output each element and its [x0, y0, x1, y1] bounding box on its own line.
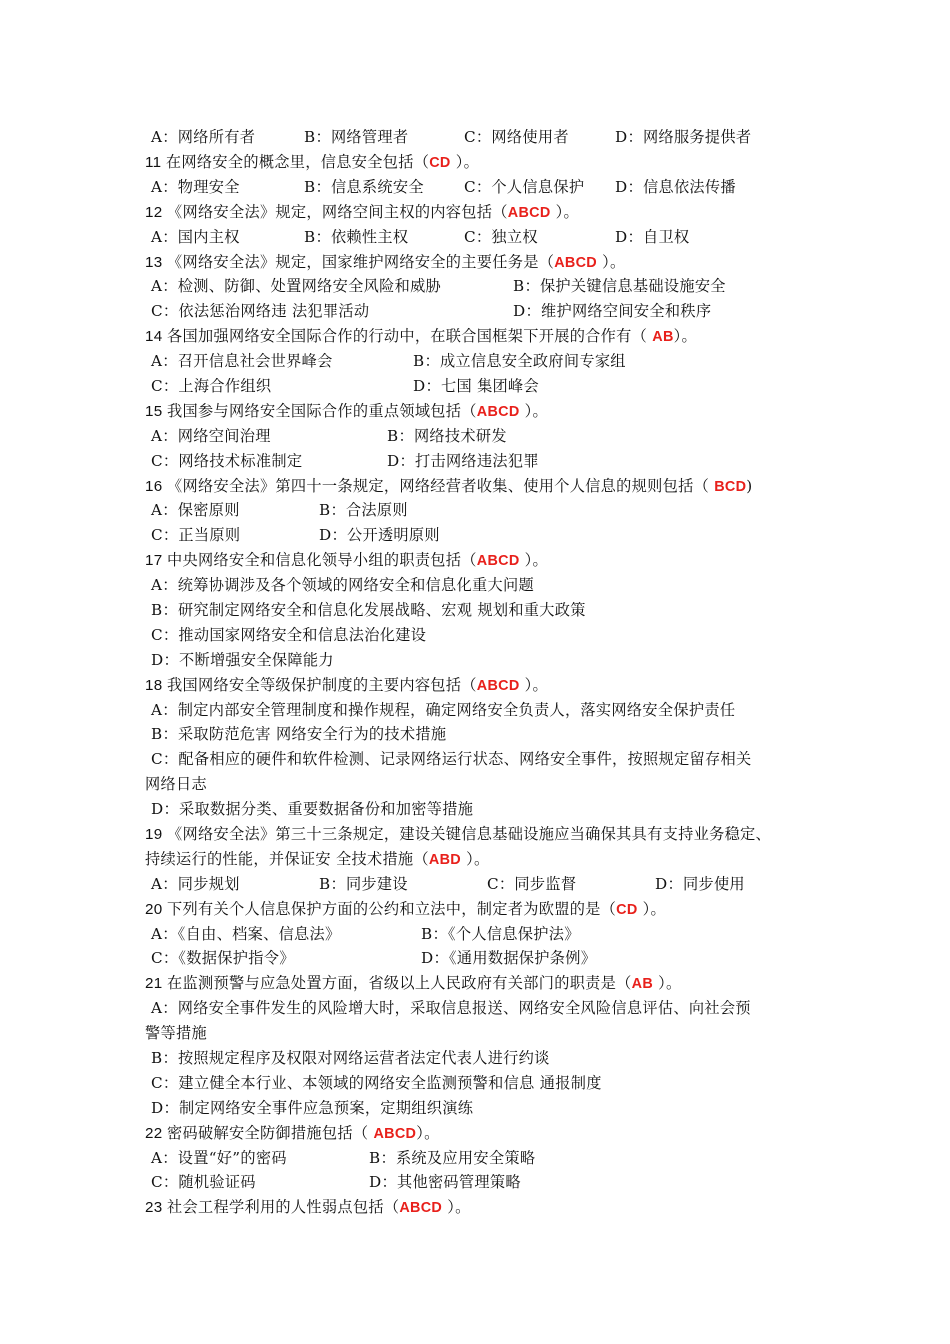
option-item: A：检测、防御、处置网络安全风险和威胁 [151, 277, 442, 295]
continuation-line: 网络日志 [145, 775, 207, 793]
option-row [151, 276, 831, 296]
question-suffix: ）。 [519, 676, 549, 694]
option-item: D：维护网络空间安全和秩序 [513, 302, 712, 320]
option-item: D：《通用数据保护条例》 [421, 949, 597, 967]
question-text: 社会工程学利用的人性弱点包括（ [167, 1198, 400, 1216]
question-suffix: ）。 [450, 153, 480, 171]
option-row [151, 575, 831, 595]
option-row [151, 1073, 831, 1093]
question-number: 18 [145, 677, 168, 694]
question-suffix: ）。 [653, 974, 682, 992]
continuation-line: 警等措施 [145, 1024, 207, 1042]
question-line [145, 476, 753, 497]
option-item: A：设置“好”的密码 [151, 1149, 287, 1167]
question-number: 17 [145, 552, 168, 569]
option-item: A：物理安全 [151, 178, 240, 196]
option-row [151, 525, 831, 545]
question-text: 《网络安全法》第三十三条规定，建设关键信息基础设施应当确保其具有支持业务稳定、 [167, 825, 772, 843]
question-text: 各国加强网络安全国际合作的行动中，在联合国框架下开展的合作有（ [167, 327, 653, 345]
option-item: C：同步监督 [487, 875, 577, 893]
option-item: A：召开信息社会世界峰会 [151, 352, 333, 370]
question-line [145, 152, 479, 173]
answer-key: ABCD [373, 1126, 417, 1142]
question-text: 中央网络安全和信息化领导小组的职责包括（ [167, 551, 477, 569]
question-text: 我国网络安全等级保护制度的主要内容包括（ [167, 676, 477, 694]
option-item: C：正当原则 [151, 526, 241, 544]
option-item: A：制定内部安全管理制度和操作规程，确定网络安全负责人，落实网络安全保护责任 [151, 701, 736, 719]
option-row [151, 426, 831, 446]
option-item: C：网络使用者 [464, 128, 569, 146]
option-row [151, 998, 831, 1018]
question-text: 《网络安全法》规定，网络空间主权的内容包括（ [167, 203, 508, 221]
answer-key: AB [631, 976, 654, 992]
question-suffix: ）。 [519, 551, 549, 569]
option-item: B：合法原则 [319, 501, 408, 519]
question-suffix: ) [746, 477, 753, 495]
option-row [151, 724, 831, 744]
question-suffix: ）。 [550, 203, 580, 221]
answer-key: ABCD [476, 678, 520, 694]
option-item: B：网络管理者 [304, 128, 409, 146]
option-item: C：建立健全本行业、本领域的网络安全监测预警和信息 通报制度 [151, 1074, 602, 1092]
answer-key: ABCD [476, 404, 520, 420]
option-item: B：保护关键信息基础设施安全 [513, 277, 726, 295]
question-line [145, 973, 682, 994]
question-suffix: ）。 [596, 253, 626, 271]
option-item: B：成立信息安全政府间专家组 [413, 352, 626, 370]
option-item: B：网络技术研发 [387, 427, 507, 445]
option-item: D：其他密码管理策略 [369, 1173, 521, 1191]
question-text: 在网络安全的概念里，信息安全包括（ [165, 153, 430, 171]
question-number: 20 [145, 901, 168, 918]
option-item: C：配备相应的硬件和软件检测、记录网络运行状态、网络安全事件，按照规定留存相关 [151, 750, 752, 768]
option-item: A：网络安全事件发生的风险增大时，采取信息报送、网络安全风险信息评估、向社会预 [151, 999, 751, 1017]
option-item: D：不断增强安全保障能力 [151, 651, 334, 669]
option-item: C：上海合作组织 [151, 377, 272, 395]
option-item: A：同步规划 [151, 875, 240, 893]
question-line [145, 824, 771, 845]
option-row [151, 924, 831, 944]
option-item: C：《数据保护指令》 [151, 949, 295, 967]
option-row [151, 301, 831, 321]
question-number: 13 [145, 254, 168, 271]
option-item: C：网络技术标准制定 [151, 452, 303, 470]
option-row [151, 625, 831, 645]
option-item: D：自卫权 [615, 228, 690, 246]
question-suffix: ）。 [519, 402, 549, 420]
answer-key: CD [429, 155, 451, 171]
option-item: B：按照规定程序及权限对网络运营者法定代表人进行约谈 [151, 1049, 550, 1067]
question-suffix: ）。 [673, 327, 698, 345]
question-line [145, 202, 579, 223]
question-number: 16 [145, 478, 168, 495]
question-line [145, 401, 548, 422]
option-item: D：七国 集团峰会 [413, 377, 540, 395]
option-item: C：个人信息保护 [464, 178, 585, 196]
question-line [145, 1123, 440, 1144]
option-row [151, 177, 831, 197]
question-text: 《网络安全法》第四十一条规定，网络经营者收集、使用个人信息的规则包括（ [167, 477, 715, 495]
option-row [151, 1172, 831, 1192]
option-item: A：保密原则 [151, 501, 240, 519]
option-item: B：系统及应用安全策略 [369, 1149, 536, 1167]
question-number: 19 [145, 826, 168, 843]
answer-key: BCD [714, 479, 747, 495]
question-number: 15 [145, 403, 168, 420]
option-item: B：研究制定网络安全和信息化发展战略、宏观 规划和重大政策 [151, 601, 586, 619]
option-row [151, 600, 831, 620]
question-line [145, 1197, 471, 1218]
option-item: D：公开透明原则 [319, 526, 440, 544]
question-text: 持续运行的性能，并保证安 全技术措施（ [145, 850, 429, 868]
option-item: A：国内主权 [151, 228, 240, 246]
option-item: A：网络所有者 [151, 128, 256, 146]
answer-key: ABCD [507, 205, 551, 221]
option-row [151, 376, 831, 396]
answer-key: ABCD [554, 255, 597, 271]
option-item: B：依赖性主权 [304, 228, 409, 246]
question-line [145, 252, 626, 273]
option-row [151, 799, 831, 819]
question-suffix: ）。 [416, 1124, 440, 1142]
option-item: D：采取数据分类、重要数据备份和加密等措施 [151, 800, 474, 818]
option-row [151, 874, 831, 894]
question-suffix: ）。 [460, 850, 490, 868]
option-item: C：独立权 [464, 228, 538, 246]
question-text: 在监测预警与应急处置方面，省级以上人民政府有关部门的职责是（ [167, 974, 632, 992]
answer-key: ABD [428, 852, 461, 868]
option-row [151, 1098, 831, 1118]
question-suffix: ）。 [442, 1198, 471, 1216]
option-item: D：网络服务提供者 [615, 128, 752, 146]
option-item: B：信息系统安全 [304, 178, 424, 196]
answer-key: AB [652, 329, 674, 345]
option-row [151, 1148, 831, 1168]
option-item: B：采取防范危害 网络安全行为的技术措施 [151, 725, 447, 743]
option-item: B：同步建设 [319, 875, 408, 893]
answer-key: CD [616, 902, 638, 918]
question-number: 11 [145, 154, 166, 171]
option-item: D：信息依法传播 [615, 178, 736, 196]
option-row [151, 700, 831, 720]
option-row [151, 351, 831, 371]
question-number: 12 [145, 204, 168, 221]
option-item: C：推动国家网络安全和信息法治化建设 [151, 626, 427, 644]
option-item: B：《个人信息保护法》 [421, 925, 580, 943]
option-row [151, 650, 831, 670]
question-line [145, 849, 490, 870]
option-row [151, 749, 831, 769]
question-text: 《网络安全法》规定，国家维护网络安全的主要任务是（ [167, 253, 555, 271]
question-text: 密码破解安全防御措施包括（ [167, 1124, 374, 1142]
answer-key: ABCD [476, 553, 520, 569]
option-item: D：打击网络违法犯罪 [387, 452, 539, 470]
option-row [151, 127, 831, 147]
question-line [145, 899, 666, 920]
option-item: A：统筹协调涉及各个领域的网络安全和信息化重大问题 [151, 576, 534, 594]
option-item: C：随机验证码 [151, 1173, 256, 1191]
option-item: D：制定网络安全事件应急预案，定期组织演练 [151, 1099, 474, 1117]
option-item: D：同步使用 [655, 875, 745, 893]
question-text: 下列有关个人信息保护方面的公约和立法中，制定者为欧盟的是（ [167, 900, 617, 918]
option-row [151, 227, 831, 247]
question-line [145, 675, 548, 696]
question-number: 23 [145, 1199, 168, 1216]
option-row [151, 500, 831, 520]
question-line [145, 326, 697, 347]
option-row [151, 451, 831, 471]
option-row [151, 1048, 831, 1068]
answer-key: ABCD [399, 1200, 443, 1216]
question-number: 14 [145, 328, 168, 345]
option-item: A：网络空间治理 [151, 427, 271, 445]
question-text: 我国参与网络安全国际合作的重点领域包括（ [167, 402, 477, 420]
question-number: 21 [145, 975, 168, 992]
option-row [151, 948, 831, 968]
option-item: A：《自由、档案、信息法》 [151, 925, 341, 943]
question-number: 22 [145, 1125, 168, 1142]
question-line [145, 550, 548, 571]
question-suffix: ）。 [637, 900, 667, 918]
option-item: C：依法惩治网络违 法犯罪活动 [151, 302, 370, 320]
